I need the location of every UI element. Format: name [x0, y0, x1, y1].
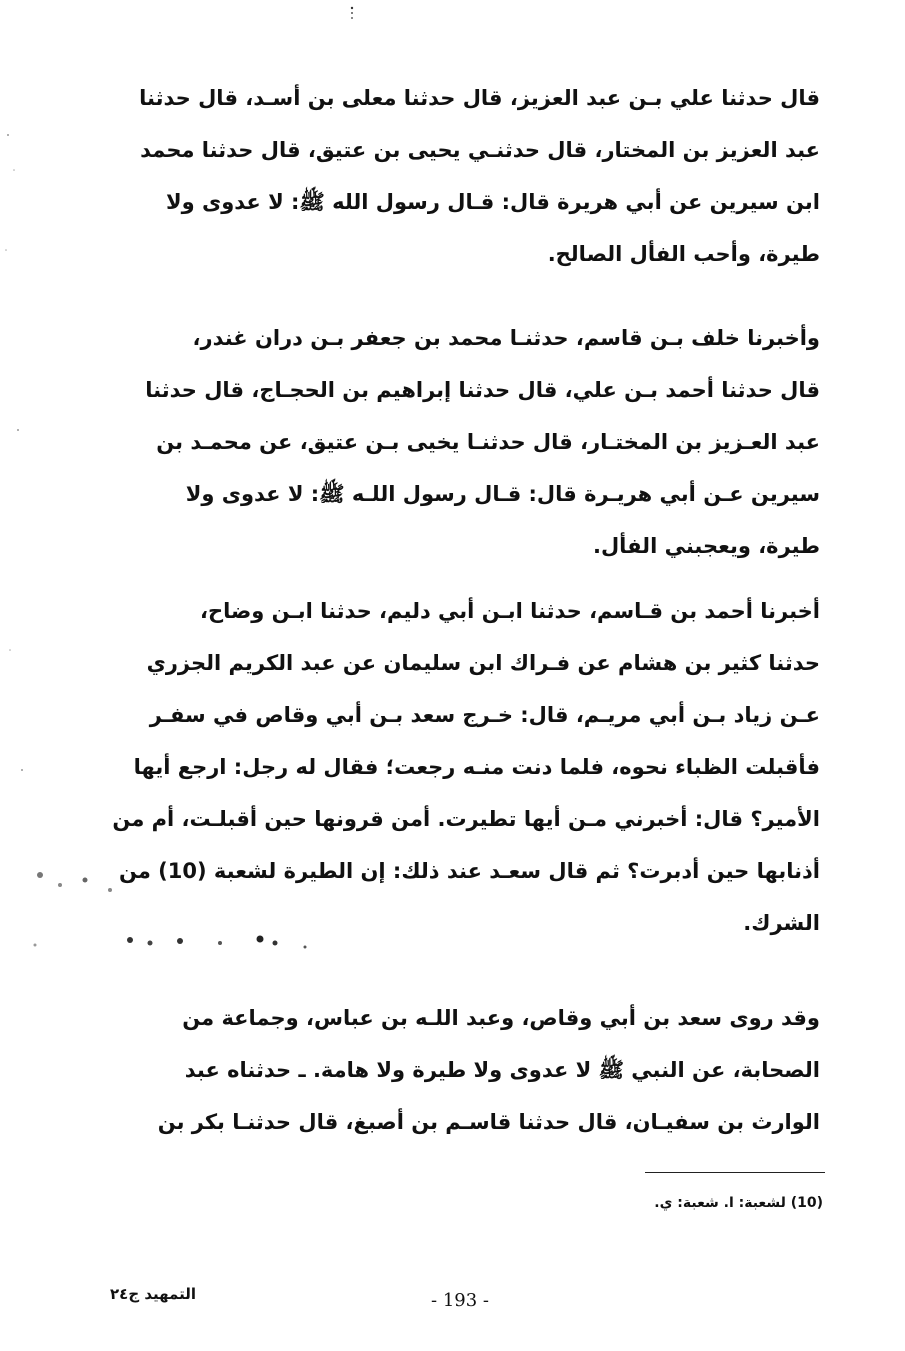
text-line: قال حدثنا علي بـن عبد العزيز، قال حدثنا معلى بن أسـد، قال حدثنا [139, 86, 820, 110]
text-line: الوارث بن سفيـان، قال حدثنا قاسـم بن أصبغ، قال حدثنـا بكر بن [157, 1110, 820, 1134]
page-number: - 193 - [431, 1290, 489, 1311]
paragraph-2 [95, 312, 820, 572]
text-line: الصحابة، عن النبي ﷺ لا عدوى ولا طيرة ولا هامة. ـ حدثناه عبد [184, 1058, 820, 1082]
paragraph-1 [95, 72, 820, 280]
text-line: عبد العـزيز بن المختـار، قال حدثنـا يخيى بـن عتيق، عن محمـد بن [156, 430, 820, 454]
text-line: عـن زياد بـن أبي مريـم، قال: خـرج سعد بـن أبي وقاص في سفـر [149, 703, 820, 727]
text-line: الشرك. [743, 911, 820, 935]
text-line: ابن سيرين عن أبي هريرة قال: قـال رسول الله ﷺ: لا عدوى ولا [165, 190, 820, 214]
text-line: فأقبلت الظباء نحوه، فلما دنت منـه رجعت؛ فقال له رجل: ارجع أيها [133, 755, 820, 779]
volume-signature: التمهيد ج٢٤ [110, 1285, 196, 1303]
text-line: وقد روى سعد بن أبي وقاص، وعبد اللـه بن عباس، وجماعة من [182, 1006, 820, 1030]
text-line: أخبرنا أحمد بن قـاسم، حدثنا ابـن أبي دليم، حدثنا ابـن وضاح، [200, 599, 820, 623]
text-line: طيرة، ويعجبني الفأل. [592, 534, 820, 558]
text-line: حدثنا كثير بن هشام عن فـراك ابن سليمان عن عبد الكريم الجزري [146, 651, 820, 675]
text-line: عبد العزيز بن المختار، قال حدثنـي يحيى بن عتيق، قال حدثنا محمد [140, 138, 820, 162]
text-line: أذنابها حين أدبرت؟ ثم قال سعـد عند ذلك: إن الطيرة لشعبة (10) من [118, 859, 820, 883]
text-line: سيرين عـن أبي هريـرة قال: قـال رسول اللـه ﷺ: لا عدوى ولا [185, 482, 820, 506]
footnote-divider [645, 1172, 825, 1173]
margin-scan-specks [0, 130, 40, 830]
paragraph-3 [95, 585, 820, 949]
top-margin-mark [350, 6, 354, 20]
footnote: (10) لشعبة: ا. شعبة: ي. [654, 1195, 823, 1211]
text-line: وأخبرنا خلف بـن قاسم، حدثنـا محمد بن جعفر بـن دران غندر، [192, 326, 820, 350]
text-line: الأمير؟ قال: أخبرني مـن أيها تطيرت. أمن قرونها حين أقبلـت، أم من [112, 807, 820, 831]
text-line: قال حدثنا أحمد بـن علي، قال حدثنا إبراهيم بن الحجـاج، قال حدثنا [145, 378, 820, 402]
text-line: طيرة، وأحب الفأل الصالح. [547, 242, 820, 266]
paragraph-4 [95, 992, 820, 1148]
